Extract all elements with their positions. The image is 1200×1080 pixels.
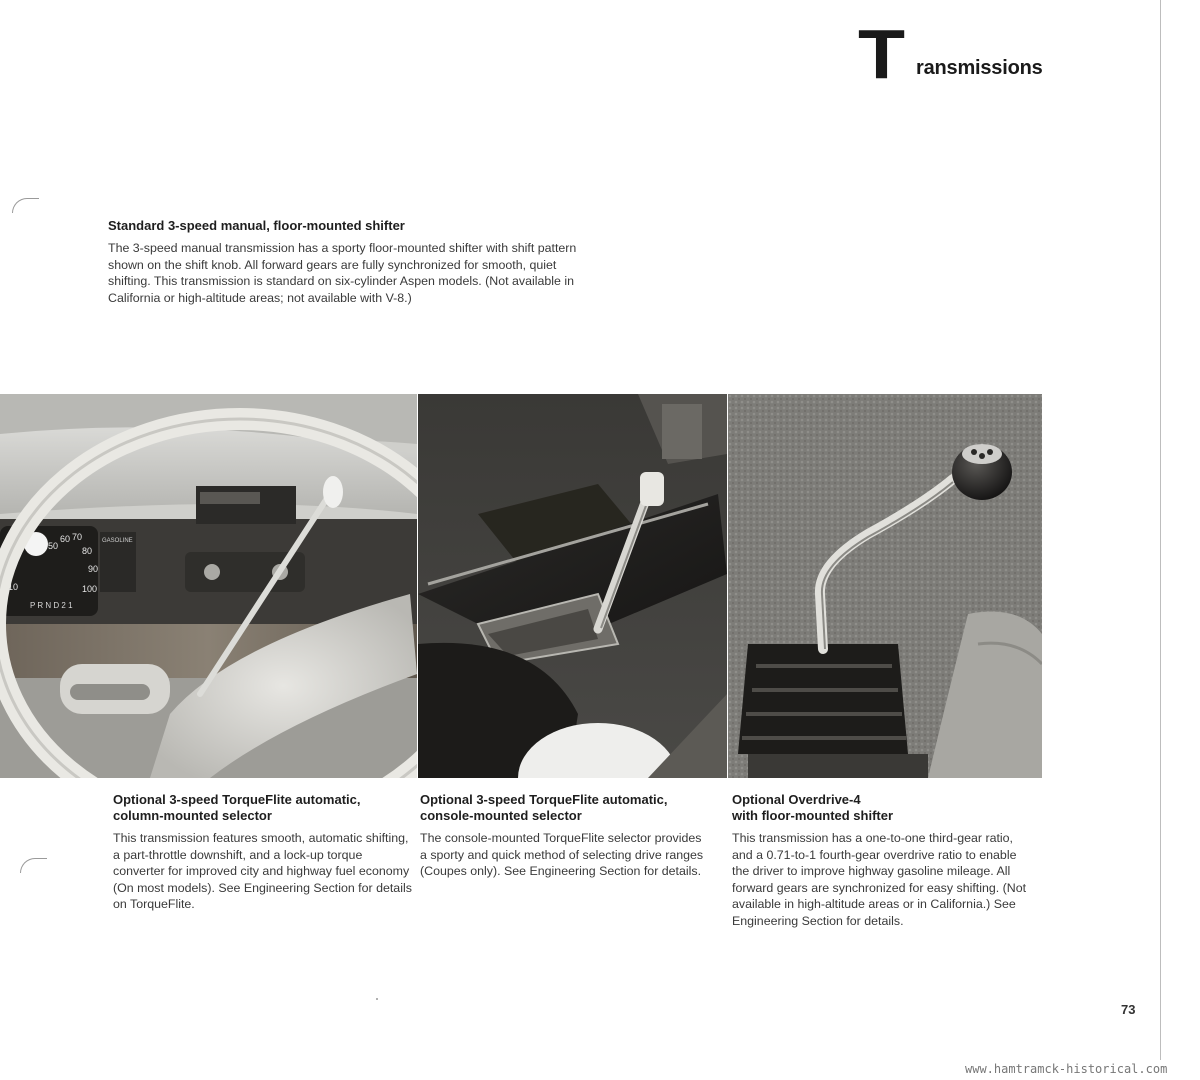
- svg-text:60: [60, 534, 70, 544]
- page-title-rest: ransmissions: [916, 57, 1043, 79]
- caption-column-selector: [113, 792, 413, 913]
- gauge-label: GASOLINE: [102, 538, 133, 544]
- page-number: 73: [1121, 1002, 1136, 1017]
- page-edge-line: [1160, 0, 1161, 1060]
- photo-floor-shifter-graphic: [728, 394, 1042, 778]
- photo-column-selector-graphic: [0, 394, 417, 778]
- svg-text:80: [82, 546, 92, 556]
- caption-heading: [732, 792, 1030, 824]
- photo-console-selector: [418, 394, 727, 778]
- caption-body: This transmission has a one-to-one third-gear ratio, and a 0.71-to-1 fourth-gear overdrive ratio to enable the driver to improve highway gasoline mileage. All forward gears are synchronized for easy shifting. (Not available in high-altitude areas or in California.) See Engineering Section for details.: [732, 831, 1027, 928]
- speedo-label: 70: [72, 532, 83, 542]
- svg-text:100: [82, 584, 97, 594]
- caption-heading-line1: Optional 3-speed TorqueFlite automatic,: [420, 792, 668, 807]
- caption-heading-line2: console-mounted selector: [420, 808, 582, 823]
- svg-text:50: [48, 541, 58, 551]
- speedo-label: 60: [60, 534, 71, 544]
- gear-indicator: P R N D 2 1: [30, 601, 73, 610]
- intro-body: The 3-speed manual transmission has a sporty floor-mounted shifter with shift pattern shown on the shift knob. All forward gears are fully synchronized for smooth, quiet shifting. This transmission is standard on six-cylinder Aspen models. (Not available in California or high-altitude areas; not available with V-8.): [108, 241, 577, 305]
- svg-text:GASOLINE: [102, 538, 133, 544]
- watermark: www.hamtramck-historical.com: [965, 1062, 1168, 1076]
- page-title-initial: T: [858, 26, 903, 82]
- photo-column-selector: [0, 394, 417, 778]
- photo-floor-shifter: [728, 394, 1042, 778]
- svg-text:90: [88, 564, 98, 574]
- speedo-label: 90: [88, 564, 99, 574]
- caption-heading-line2: with floor-mounted shifter: [732, 808, 894, 823]
- caption-body: This transmission features smooth, automatic shifting, a part-throttle downshift, and a lock-up torque converter for improved city and highway fuel economy (On most models). See Engineering Section for details on TorqueFlite.: [113, 831, 412, 912]
- crop-mark-top: [12, 198, 39, 213]
- svg-text:P R N D 2 1: [30, 601, 73, 610]
- caption-console-selector: [420, 792, 710, 880]
- caption-heading: [113, 792, 413, 824]
- page-title: [858, 26, 1043, 82]
- crop-mark-bottom: [20, 858, 47, 873]
- caption-heading-line1: Optional 3-speed TorqueFlite automatic,: [113, 792, 361, 807]
- caption-floor-shifter: [732, 792, 1030, 930]
- caption-heading-line2: column-mounted selector: [113, 808, 272, 823]
- speedo-label: 100: [82, 584, 98, 594]
- speedo-label: 10: [8, 582, 19, 592]
- speedo-label: 50: [48, 541, 59, 551]
- intro-heading: Standard 3-speed manual, floor-mounted shifter: [108, 218, 405, 233]
- intro-section: [108, 218, 598, 306]
- speedo-label: 30: [6, 556, 17, 566]
- caption-heading-line1: Optional Overdrive-4: [732, 792, 861, 807]
- svg-text:70: [72, 532, 82, 542]
- photo-console-selector-graphic: [418, 394, 727, 778]
- speedo-label: 80: [82, 546, 93, 556]
- caption-body: The console-mounted TorqueFlite selector provides a sporty and quick method of selecting drive ranges (Coupes only). See Engineering Section for details.: [420, 831, 704, 879]
- caption-heading: [420, 792, 710, 824]
- print-speck: [376, 998, 378, 1000]
